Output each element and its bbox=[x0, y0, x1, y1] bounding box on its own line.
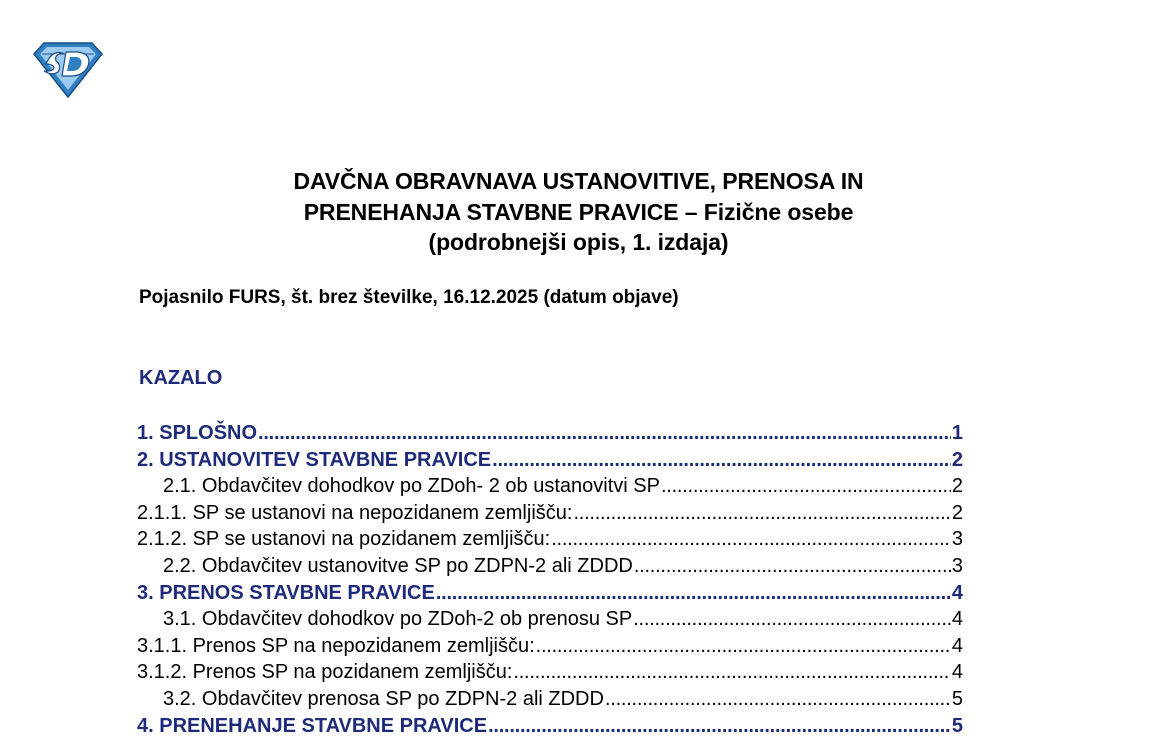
toc-entry-title: 3.1.2. Prenos SP na pozidanem zemljišču: bbox=[137, 661, 513, 684]
toc-page-number: 4 bbox=[951, 661, 963, 684]
toc-entry[interactable] bbox=[137, 659, 963, 686]
toc-dot-leader bbox=[513, 659, 950, 686]
toc-page-number: 5 bbox=[951, 714, 963, 737]
toc-page-number: 3 bbox=[951, 528, 963, 551]
toc-entry[interactable] bbox=[137, 473, 963, 500]
diamond-logo-icon bbox=[32, 40, 104, 100]
toc-dot-leader bbox=[488, 713, 951, 740]
toc-entry-title: 4. PRENEHANJE STAVBNE PRAVICE bbox=[137, 714, 488, 737]
toc-entry-title: 3.1. Obdavčitev dohodkov po ZDoh-2 ob prenosu SP bbox=[163, 608, 633, 631]
toc-entry-title: 1. SPLOŠNO bbox=[137, 422, 258, 444]
toc-page-number: 3 bbox=[951, 554, 963, 577]
toc-entry[interactable] bbox=[137, 500, 963, 527]
document-subtitle: Pojasnilo FURS, št. brez številke, 16.12.2025 (datum objave) bbox=[139, 287, 679, 308]
toc-heading: KAZALO bbox=[139, 367, 223, 389]
toc-dot-leader bbox=[436, 580, 951, 607]
toc-dot-leader bbox=[492, 447, 951, 474]
title-line-3: (podrobnejši opis, 1. izdaja) bbox=[428, 229, 729, 255]
toc-page-number: 2 bbox=[951, 501, 963, 524]
toc-dot-leader bbox=[633, 606, 951, 633]
toc-entry[interactable] bbox=[137, 553, 963, 580]
toc-entry[interactable] bbox=[137, 686, 963, 713]
toc-entry[interactable] bbox=[137, 713, 963, 740]
toc-page-number: 5 bbox=[951, 687, 963, 710]
toc-entry[interactable] bbox=[137, 526, 963, 553]
toc-page-number: 2 bbox=[951, 475, 963, 498]
table-of-contents bbox=[137, 420, 963, 739]
document-title bbox=[0, 166, 1157, 258]
toc-dot-leader bbox=[605, 686, 951, 713]
toc-entry-title: 2. USTANOVITEV STAVBNE PRAVICE bbox=[137, 448, 492, 471]
toc-page-number: 1 bbox=[951, 422, 963, 444]
toc-page-number: 4 bbox=[951, 608, 963, 631]
toc-entry[interactable] bbox=[137, 447, 963, 474]
toc-entry-title: 2.2. Obdavčitev ustanovitve SP po ZDPN-2 ali ZDDD bbox=[163, 554, 633, 577]
toc-entry-title: 3.2. Obdavčitev prenosa SP po ZDPN-2 ali ZDDD bbox=[163, 687, 604, 710]
toc-dot-leader bbox=[536, 633, 951, 660]
toc-dot-leader bbox=[661, 473, 951, 500]
toc-page-number: 4 bbox=[951, 634, 963, 657]
toc-entry[interactable] bbox=[137, 580, 963, 607]
title-line-2: PRENEHANJA STAVBNE PRAVICE – Fizične osebe bbox=[303, 198, 854, 225]
toc-entry-title: 2.1.2. SP se ustanovi na pozidanem zemljišču: bbox=[137, 528, 551, 551]
logo bbox=[32, 40, 104, 100]
toc-dot-leader bbox=[573, 500, 950, 527]
toc-dot-leader bbox=[634, 553, 951, 580]
toc-entry[interactable] bbox=[137, 606, 963, 633]
toc-entry[interactable] bbox=[137, 633, 963, 660]
toc-dot-leader bbox=[258, 420, 951, 447]
toc-entry[interactable] bbox=[137, 420, 963, 447]
toc-entry-title: 3. PRENOS STAVBNE PRAVICE bbox=[137, 581, 435, 604]
toc-page-number: 2 bbox=[951, 448, 963, 471]
title-line-1: DAVČNA OBRAVNAVA USTANOVITIVE, PRENOSA IN bbox=[293, 168, 864, 194]
toc-entry-title: 2.1. Obdavčitev dohodkov po ZDoh- 2 ob ustanovitvi SP bbox=[163, 475, 660, 498]
toc-page-number: 4 bbox=[951, 581, 963, 604]
toc-entry-title: 2.1.1. SP se ustanovi na nepozidanem zemljišču: bbox=[137, 501, 573, 524]
toc-entry-title: 3.1.1. Prenos SP na nepozidanem zemljišču: bbox=[137, 634, 535, 657]
toc-dot-leader bbox=[551, 526, 951, 553]
